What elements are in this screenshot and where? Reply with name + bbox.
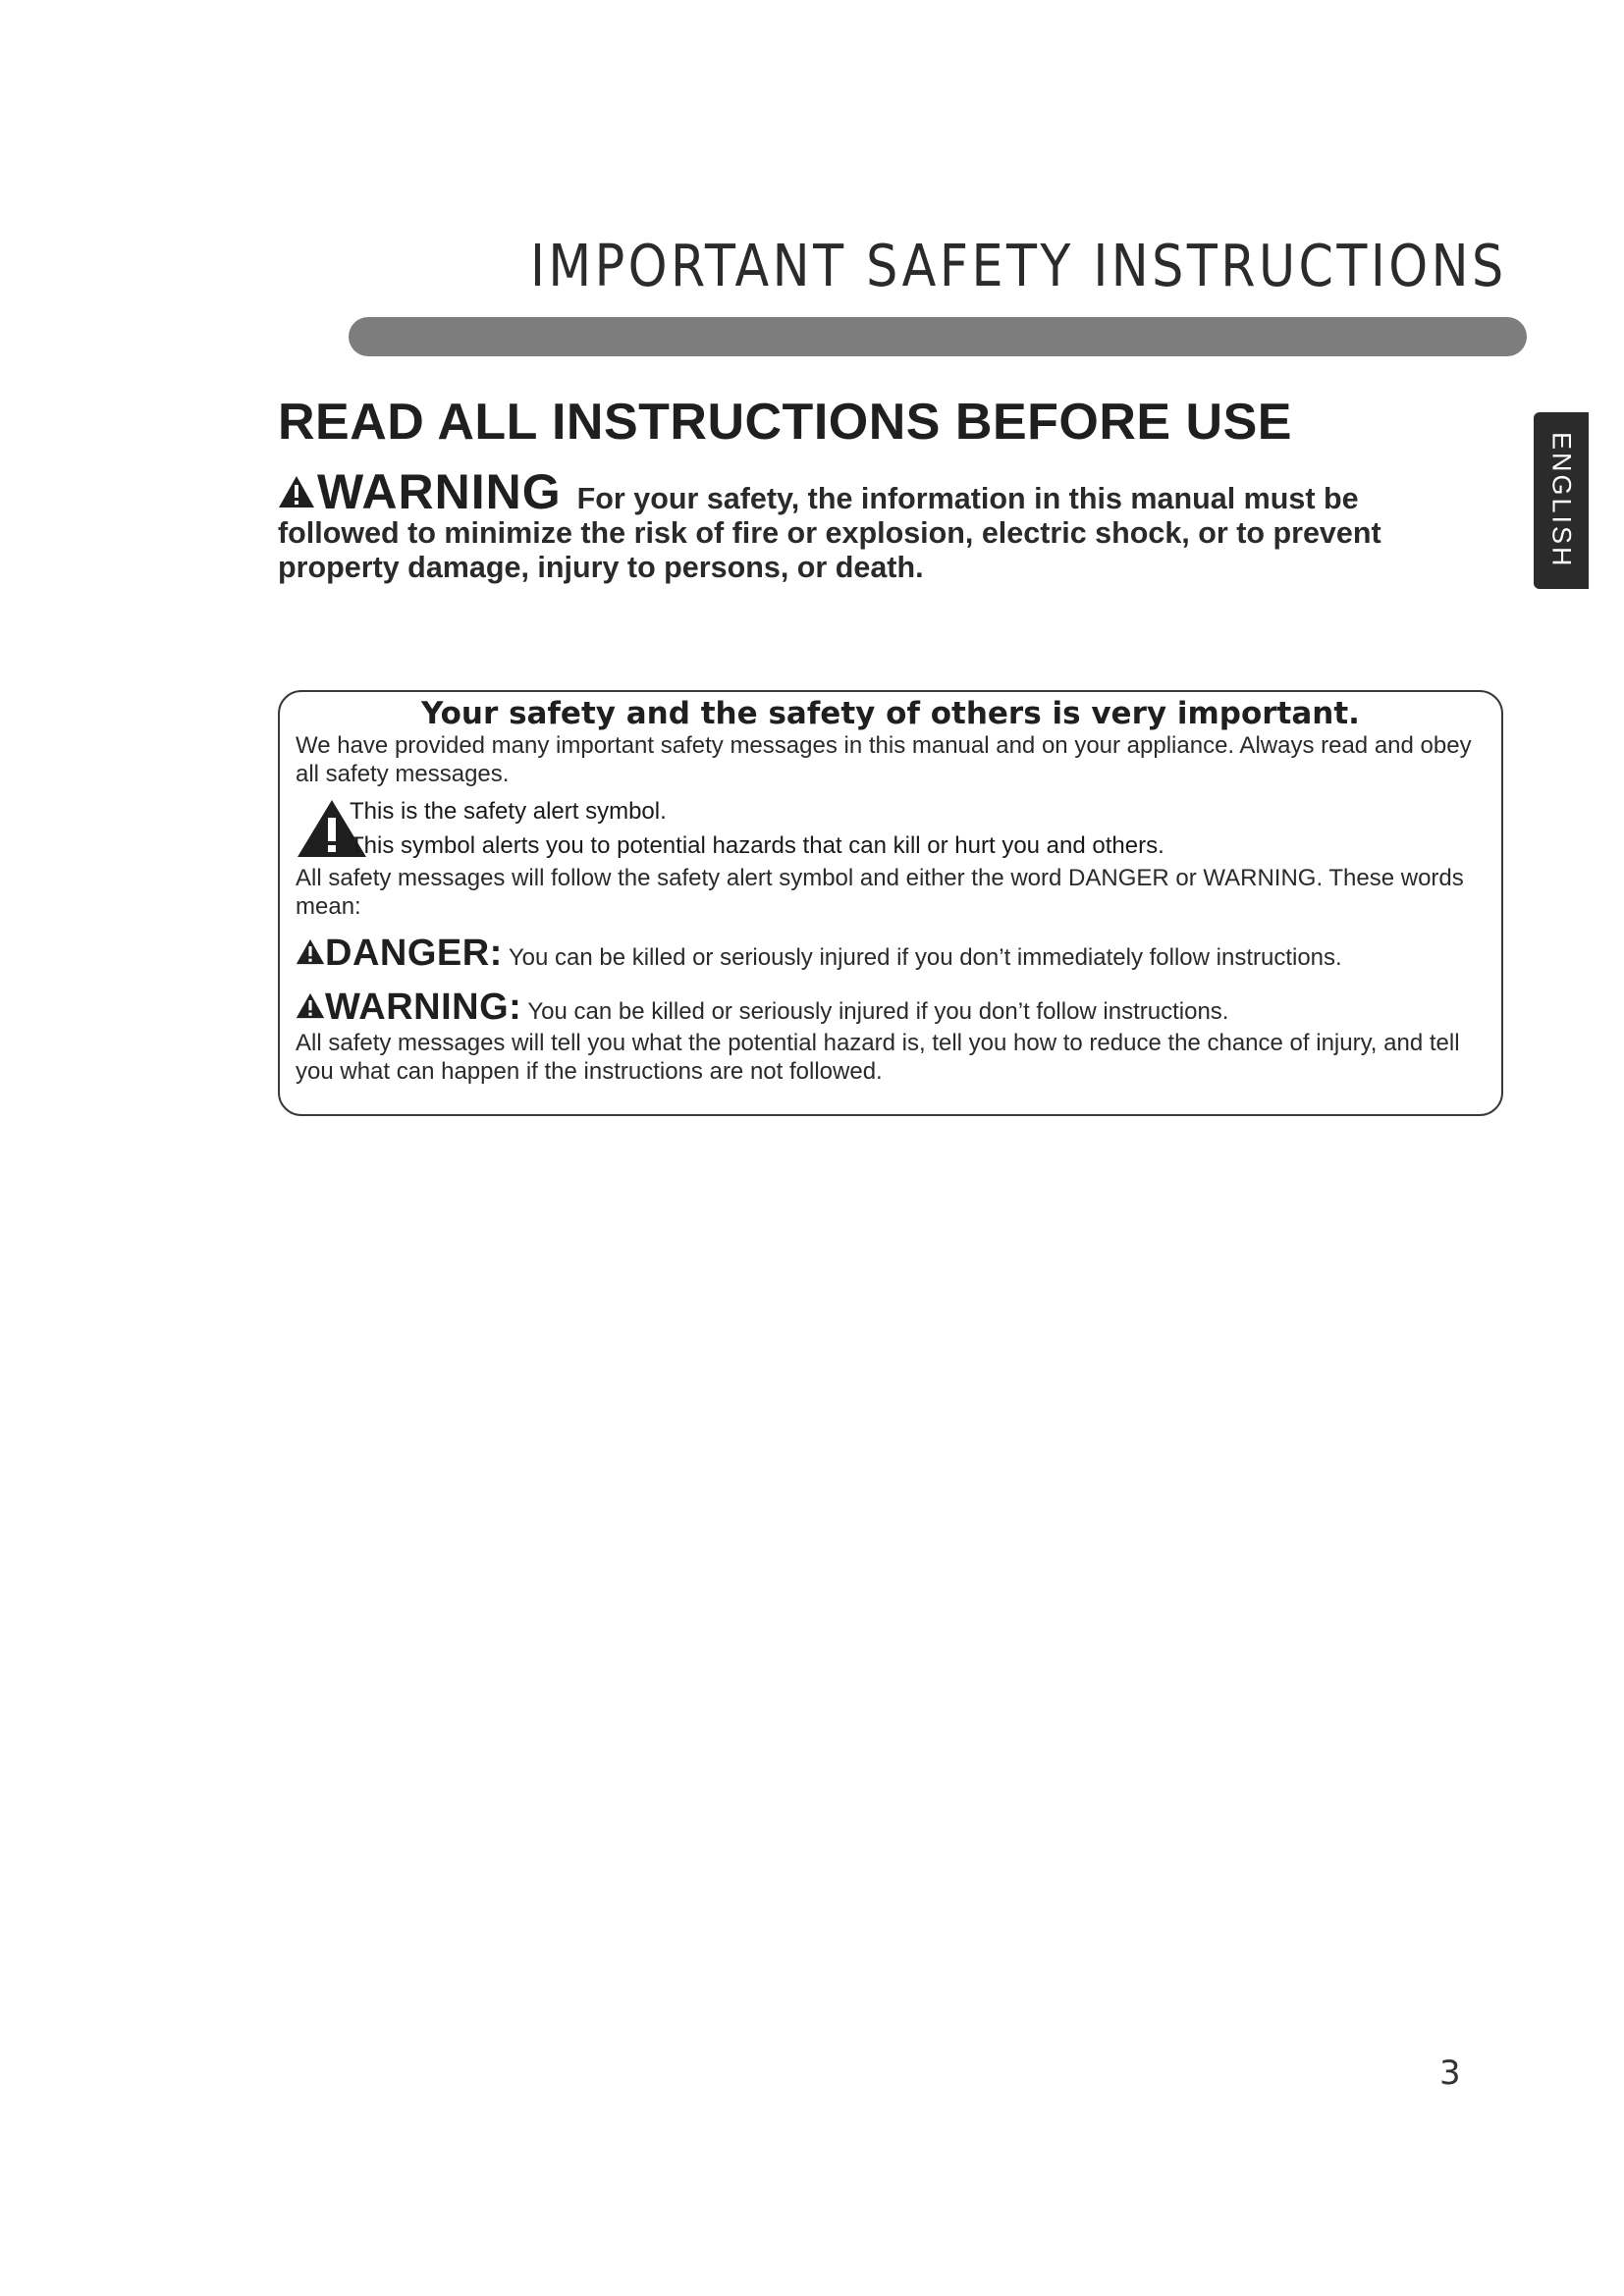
warning-intro-label: WARNING (278, 464, 562, 519)
safety-info-box (278, 690, 1503, 1116)
symbol-description-1: This is the safety alert symbol. (350, 798, 667, 825)
safety-box-follow-text: All safety messages will follow the safety alert symbol and either the word DANGER or WARNING. These words mean: (296, 865, 1464, 920)
danger-label: DANGER: (325, 933, 503, 974)
warning-intro (278, 464, 1427, 585)
language-tab-label: ENGLISH (1546, 432, 1577, 569)
warning-text: You can be killed or seriously injured if you don’t follow instructions. (527, 998, 1229, 1025)
danger-line (296, 933, 1486, 975)
header-divider-bar (349, 317, 1527, 356)
warning-intro-text: For your safety, the information in this manual must be followed to minimize the risk of fire or explosion, electric shock, or to prevent property damage, injury to persons, or death. (278, 482, 1381, 584)
page-number: 3 (1439, 2054, 1461, 2093)
danger-text: You can be killed or seriously injured if you don’t immediately follow instructions. (508, 944, 1342, 971)
safety-box-intro: We have provided many important safety messages in this manual and on your appliance. Always read and obey all safety messages. (296, 732, 1472, 787)
safety-box-closing-text: All safety messages will tell you what the potential hazard is, tell you how to reduce the chance of injury, and tell you what can happen if the instructions are not followed. (296, 1030, 1460, 1085)
safety-box-title: Your safety and the safety of others is very important. (421, 696, 1360, 731)
safety-symbol-row (296, 794, 1486, 864)
warning-line (296, 987, 1486, 1029)
warning-label: WARNING: (325, 987, 522, 1028)
safety-alert-triangle-icon (296, 992, 325, 1019)
read-all-title: READ ALL INSTRUCTIONS BEFORE USE (278, 394, 1292, 451)
symbol-description-2: This symbol alerts you to potential hazards that can kill or hurt you and others. (350, 832, 1164, 859)
safety-alert-triangle-icon (278, 475, 315, 508)
page-header-title: IMPORTANT SAFETY INSTRUCTIONS (530, 232, 1507, 299)
safety-alert-triangle-icon (296, 938, 325, 965)
language-tab (1534, 412, 1589, 589)
